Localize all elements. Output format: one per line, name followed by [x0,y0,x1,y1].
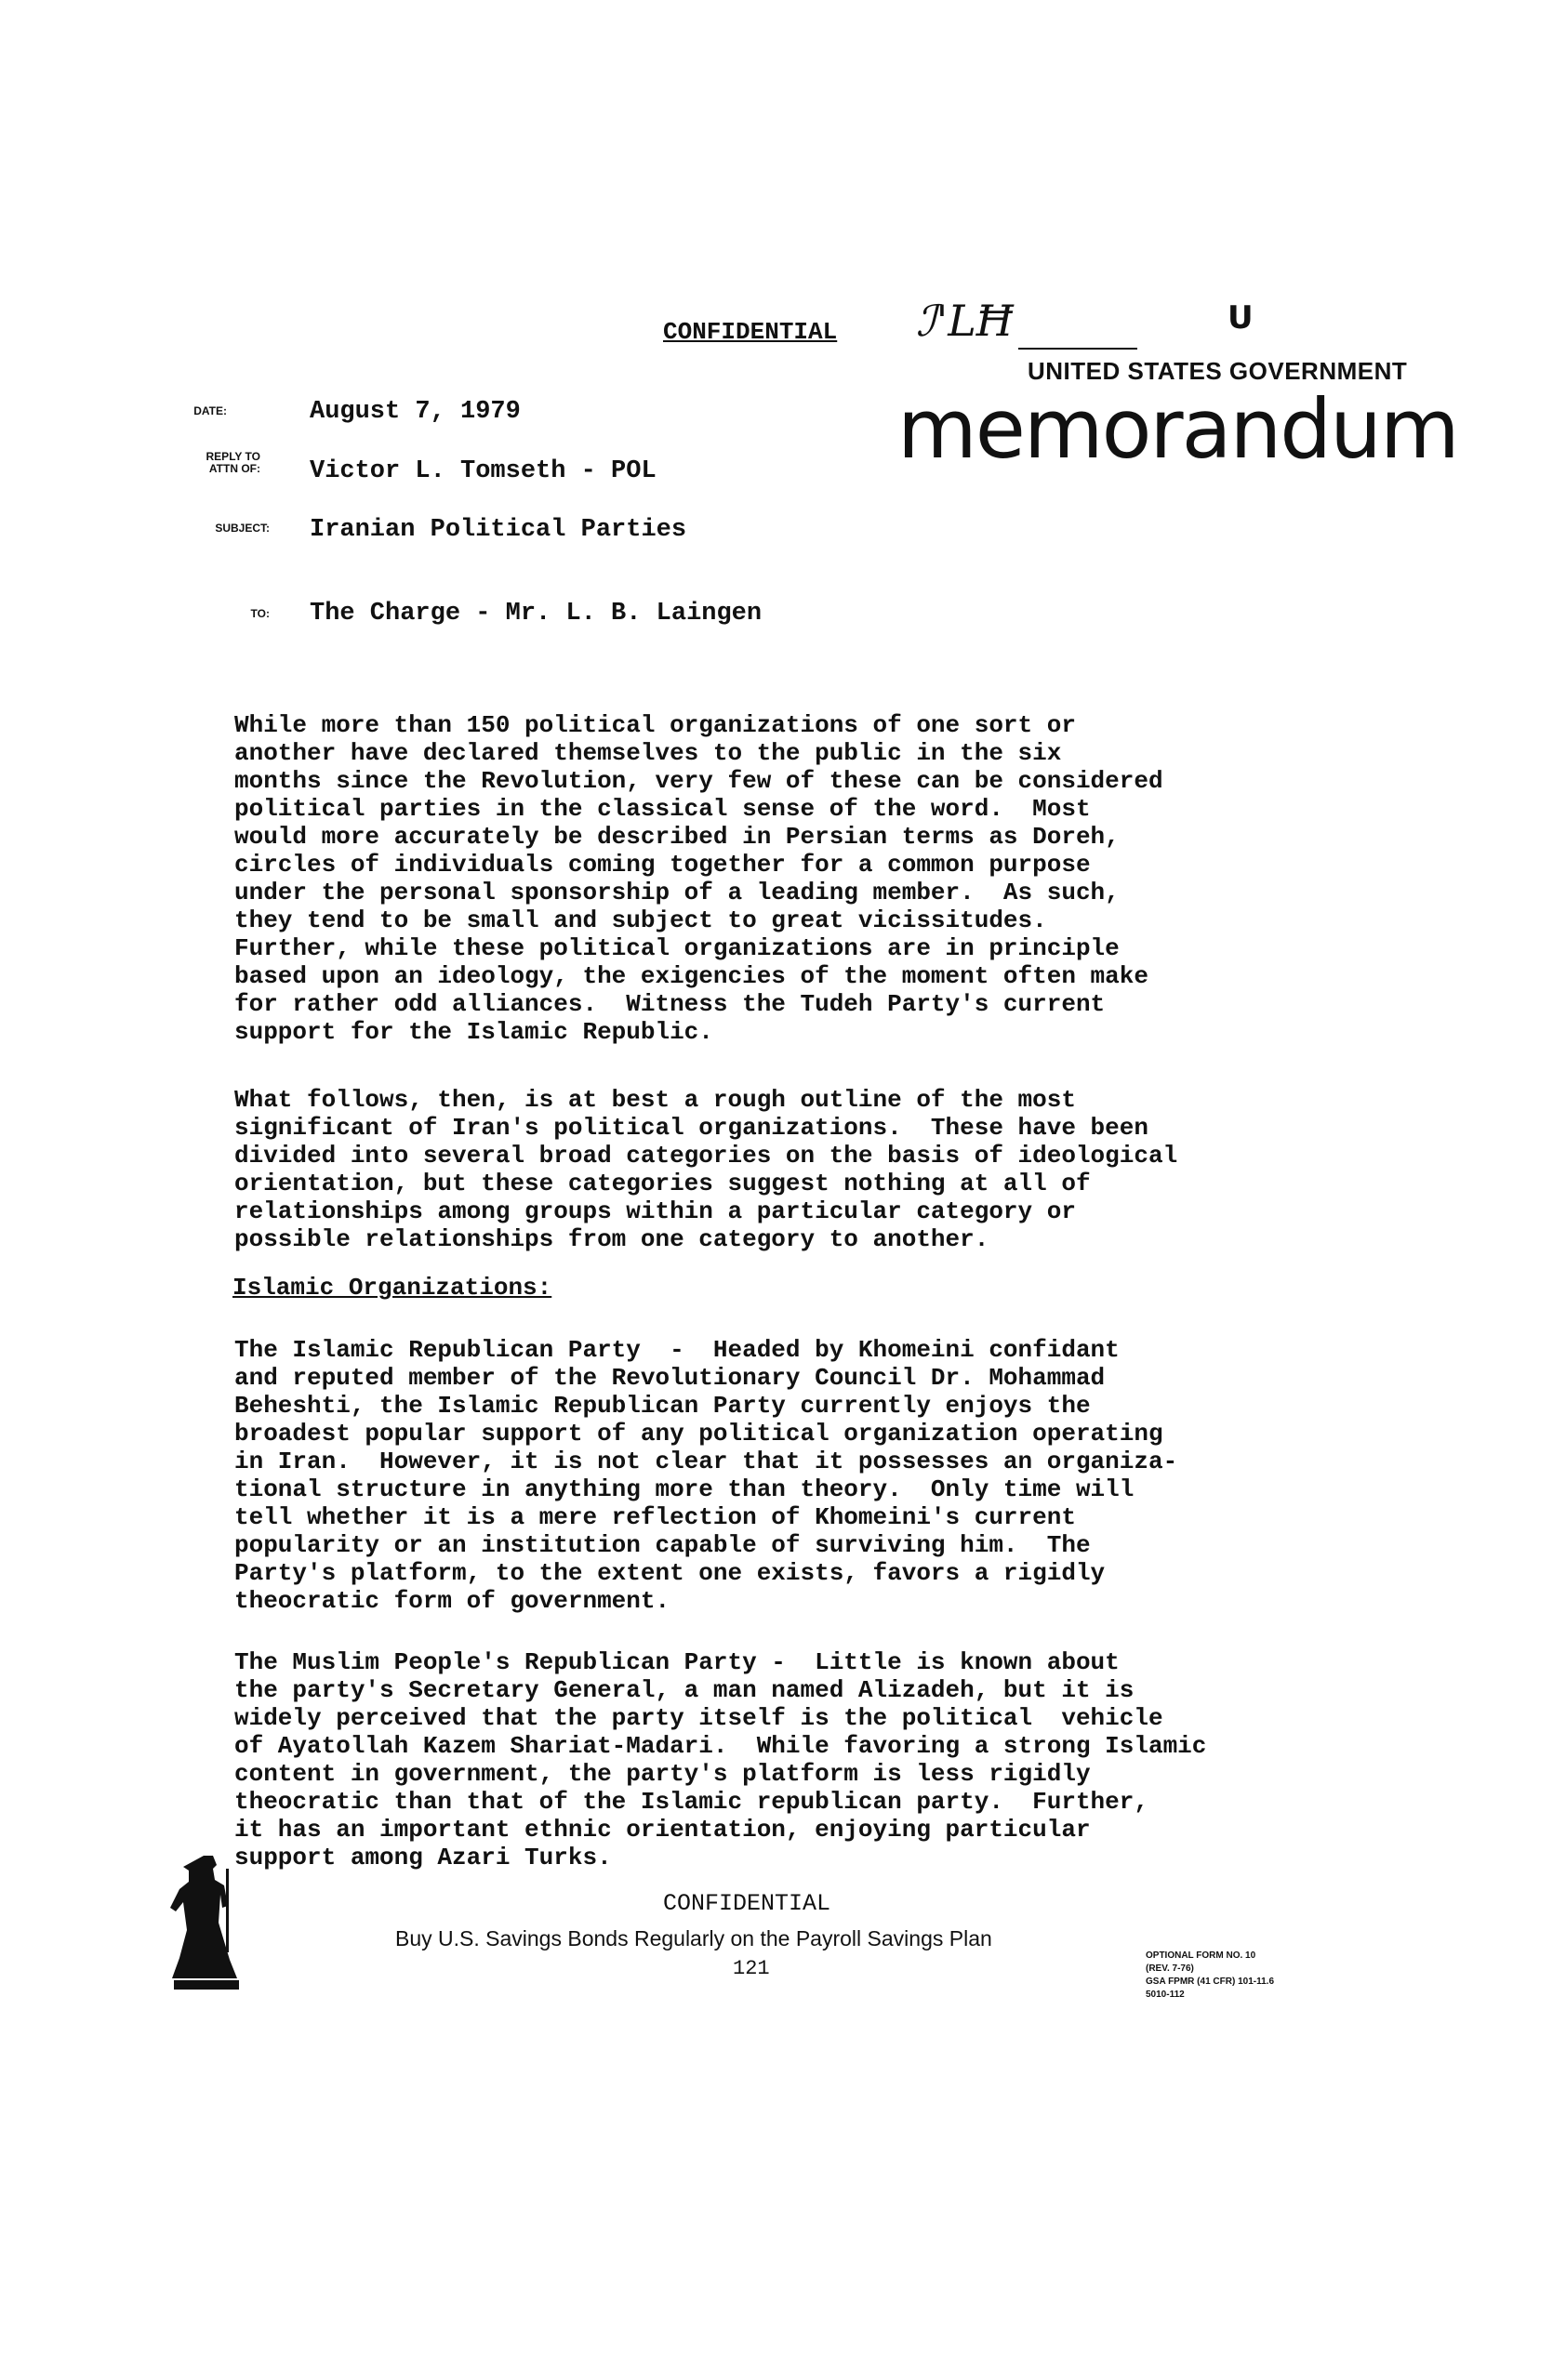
handwritten-annotation: ℐ'LĦ [916,296,1014,346]
handwritten-mark: U [1228,299,1254,337]
to-value: The Charge - Mr. L. B. Laingen [310,600,763,628]
reply-to-value: Victor L. Tomseth - POL [310,457,657,485]
page-number: 121 [733,1957,770,1980]
subject-value: Iranian Political Parties [310,516,687,544]
paragraph-mprp: The Muslim People's Republican Party - Little is known about the party's Secretary General, a man named Alizadeh, but it is widely perceived that the party itself is the political vehicle of Ayatollah Kazem Shariat-Madari. While favoring a strong Islamic content in government, the party's platform is less rigidly theocratic than that of the Islamic republican party. Further, it has an important ethnic orientation, enjoying particular support among Azari Turks. [234,1648,1207,1871]
reply-to-label [167,451,260,475]
date-value: August 7, 1979 [310,398,521,426]
minuteman-logo [170,1850,243,1991]
classification-header: CONFIDENTIAL [663,318,838,346]
to-label: TO: [250,607,270,620]
subject-label: SUBJECT: [215,522,270,535]
memo-title: memorandum [897,381,1458,477]
form-number-block: OPTIONAL FORM NO. 10 (REV. 7-76) GSA FPMR (41 CFR) 101-11.6 5010-112 [1146,1950,1275,2000]
reply-label-line2: ATTN OF: [208,462,260,475]
annotation-underline [1018,346,1139,351]
date-label: DATE: [193,404,227,417]
paragraph-irp: The Islamic Republican Party - Headed by Khomeini confidant and reputed member of the Revolutionary Council Dr. Mohammad Beheshti, the Islamic Republican Party currently enjoys the broadest popular support of any political organization operating in Iran. However, it is not clear that it possesses an organiza- tional structure in anything more than theory. Only time will tell whether it is a mere reflection of Khomeini's current popularity or an institution capable of surviving him. The Party's platform, to the extent one exists, favors a rigidly theocratic form of government. [234,1336,1178,1615]
paragraph-intro: While more than 150 political organizations of one sort or another have declared themselves to the public in the six months since the Revolution, very few of these can be considered political parties in the classical sense of the word. Most would more accurately be described in Persian terms as Doreh, circles of individuals coming together for a common purpose under the personal sponsorship of a leading member. As such, they tend to be small and subject to great vicissitudes. Further, while these political organizations are in principle based upon an ideology, the exigencies of the moment often make for rather odd alliances. Witness the Tudeh Party's current support for the Islamic Republic. [234,711,1163,1046]
agency-name: UNITED STATES GOVERNMENT [1028,357,1408,385]
section-heading: Islamic Organizations: [232,1274,552,1302]
paragraph-outline: What follows, then, is at best a rough outline of the most significant of Iran's political organizations. These have been divided into several broad categories on the basis of ideological orientation, but these categories suggest nothing at all of relationships among groups within a particular category or possible relationships from one category to another. [234,1086,1178,1253]
savings-bonds-slogan: Buy U.S. Savings Bonds Regularly on the Payroll Savings Plan [395,1926,992,1950]
reply-label-line1: REPLY TO [206,450,260,463]
classification-footer: CONFIDENTIAL [663,1890,831,1917]
